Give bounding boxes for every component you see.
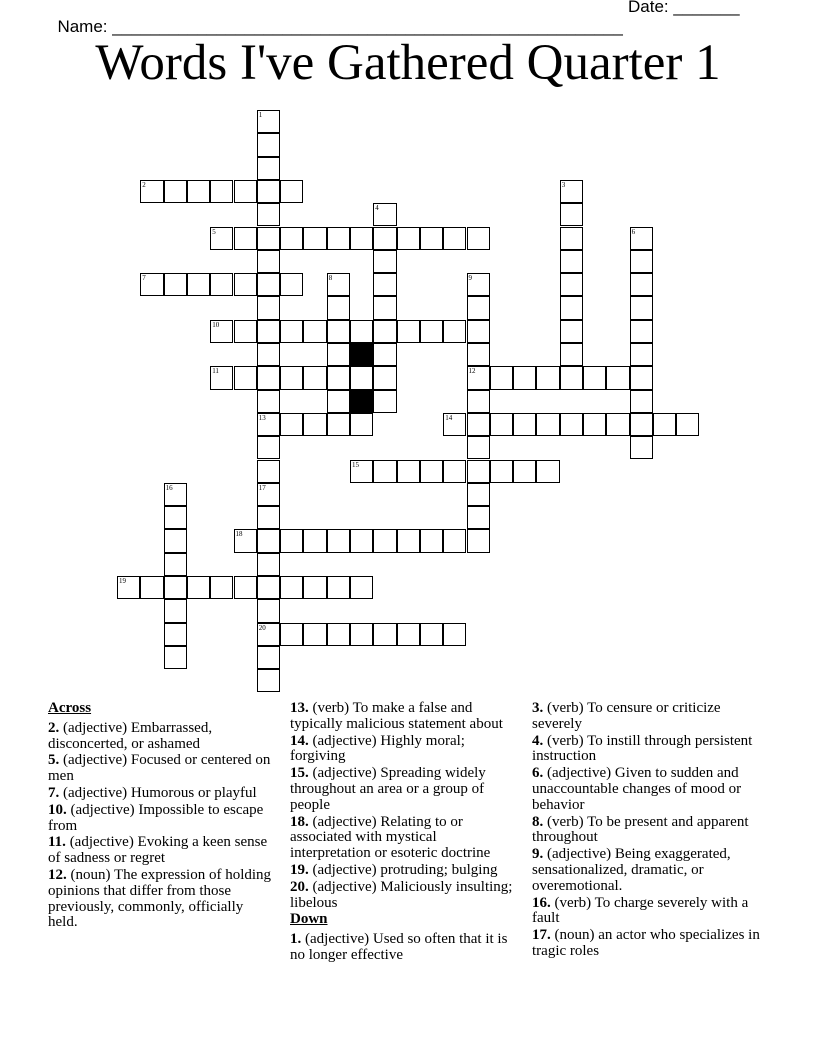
grid-cell[interactable] (560, 320, 583, 343)
clue-number: 1. (290, 931, 302, 948)
across-clue (290, 701, 518, 733)
grid-cell[interactable] (467, 413, 490, 436)
grid-cell[interactable] (467, 506, 490, 529)
grid-cell[interactable] (257, 460, 280, 483)
cell-number: 4 (375, 204, 379, 213)
grid-cell[interactable] (257, 390, 280, 413)
grid-cell[interactable] (606, 413, 629, 436)
grid-cell[interactable] (117, 576, 140, 599)
grid-cell[interactable] (467, 320, 490, 343)
grid-cell[interactable] (350, 529, 373, 552)
across-clue (290, 880, 518, 912)
grid-cell[interactable] (257, 529, 280, 552)
grid-cell[interactable] (536, 413, 559, 436)
across-clue (290, 863, 518, 879)
grid-cell[interactable] (420, 227, 443, 250)
grid-cell[interactable] (560, 273, 583, 296)
clues-column-3 (532, 701, 760, 961)
clue-number: 16. (532, 894, 551, 911)
grid-cell[interactable] (164, 506, 187, 529)
grid-cell[interactable] (327, 320, 350, 343)
grid-cell[interactable] (420, 623, 443, 646)
grid-cell[interactable] (257, 157, 280, 180)
grid-cell[interactable] (257, 646, 280, 669)
cell-number: 1 (258, 111, 263, 119)
grid-cell[interactable] (257, 320, 280, 343)
grid-cell[interactable] (350, 460, 373, 483)
grid-cell[interactable] (513, 460, 536, 483)
grid-cell[interactable] (467, 436, 490, 459)
grid-cell[interactable] (373, 273, 396, 296)
grid-cell[interactable] (234, 273, 257, 296)
clue-number: 17. (532, 927, 551, 944)
grid-cell[interactable] (513, 366, 536, 389)
grid-cell[interactable] (234, 180, 257, 203)
grid-cell[interactable] (327, 273, 350, 296)
clue-text: (noun) an actor who specializes in tragic roles (532, 927, 760, 959)
grid-cell[interactable] (303, 623, 326, 646)
grid-cell[interactable] (630, 436, 653, 459)
grid-cell[interactable] (443, 529, 466, 552)
down-clue (532, 815, 760, 847)
clue-number: 11. (48, 834, 66, 851)
grid-cell[interactable] (630, 250, 653, 273)
grid-cell[interactable] (257, 506, 280, 529)
grid-cell[interactable] (467, 390, 490, 413)
cell-number: 2 (142, 180, 146, 189)
grid-cell[interactable] (350, 227, 373, 250)
across-clue (48, 753, 276, 785)
grid-cell[interactable] (280, 320, 303, 343)
clue-number: 8. (532, 813, 544, 830)
grid-cell[interactable] (257, 623, 280, 646)
grid-block-cell (350, 390, 373, 413)
grid-cell[interactable] (397, 227, 420, 250)
clue-number: 15. (290, 765, 309, 782)
clue-text: (verb) To make a false and typically malicious statement about (290, 700, 503, 732)
grid-cell[interactable] (373, 390, 396, 413)
clue-text: (verb) To charge severely with a fault (532, 894, 749, 927)
clue-number: 19. (290, 861, 309, 878)
down-clue (532, 847, 760, 894)
grid-cell[interactable] (327, 576, 350, 599)
grid-cell[interactable] (373, 343, 396, 366)
grid-cell[interactable] (280, 227, 303, 250)
grid-cell[interactable] (560, 203, 583, 226)
across-clue (290, 815, 518, 862)
clue-text: (adjective) Maliciously insulting; libelous (290, 878, 513, 911)
grid-cell[interactable] (210, 227, 233, 250)
across-clue (48, 803, 276, 835)
grid-cell[interactable] (164, 553, 187, 576)
grid-cell[interactable] (164, 623, 187, 646)
clue-number: 7. (48, 784, 60, 801)
grid-cell[interactable] (303, 413, 326, 436)
cell-number: 14 (445, 413, 453, 422)
cell-number: 3 (561, 180, 566, 189)
grid-cell[interactable] (164, 576, 187, 599)
grid-cell[interactable] (257, 366, 280, 389)
grid-cell[interactable] (257, 669, 280, 692)
grid-cell[interactable] (210, 576, 233, 599)
grid-cell[interactable] (303, 320, 326, 343)
across-clue (48, 868, 276, 931)
clue-number: 14. (290, 732, 309, 749)
grid-cell[interactable] (420, 529, 443, 552)
across-clue (290, 734, 518, 766)
down-clue (532, 734, 760, 766)
grid-cell[interactable] (630, 390, 653, 413)
clue-text: (adjective) Evoking a keen sense of sadness or regret (48, 834, 268, 867)
down-heading: Down (290, 911, 328, 928)
across-clue (48, 835, 276, 867)
grid-cell[interactable] (164, 646, 187, 669)
grid-cell[interactable] (676, 413, 699, 436)
grid-cell[interactable] (257, 133, 280, 156)
grid-cell[interactable] (373, 623, 396, 646)
grid-cell[interactable] (234, 529, 257, 552)
grid-cell[interactable] (140, 180, 163, 203)
grid-cell[interactable] (630, 343, 653, 366)
grid-cell[interactable] (513, 413, 536, 436)
grid-cell[interactable] (280, 413, 303, 436)
grid-cell[interactable] (140, 576, 163, 599)
grid-cell[interactable] (443, 623, 466, 646)
across-clue (48, 721, 276, 753)
grid-cell[interactable] (327, 390, 350, 413)
grid-cell[interactable] (373, 366, 396, 389)
grid-cell[interactable] (280, 623, 303, 646)
grid-cell[interactable] (560, 366, 583, 389)
grid-cell[interactable] (187, 273, 210, 296)
cell-number: 19 (119, 577, 126, 585)
grid-cell[interactable] (490, 366, 513, 389)
grid-cell[interactable] (327, 529, 350, 552)
down-clue (532, 766, 760, 813)
grid-cell[interactable] (280, 180, 303, 203)
grid-cell[interactable] (164, 273, 187, 296)
clue-text: (adjective) Humorous or playful (59, 784, 257, 801)
grid-cell[interactable] (606, 366, 629, 389)
grid-cell[interactable] (467, 529, 490, 552)
cell-number: 9 (468, 274, 472, 283)
grid-cell[interactable] (210, 273, 233, 296)
grid-cell[interactable] (630, 413, 653, 436)
grid-cell[interactable] (583, 413, 606, 436)
clue-number: 6. (532, 765, 544, 782)
grid-cell[interactable] (234, 576, 257, 599)
grid-cell[interactable] (350, 320, 373, 343)
grid-cell[interactable] (187, 180, 210, 203)
clue-number: 3. (532, 700, 544, 716)
grid-cell[interactable] (373, 320, 396, 343)
grid-cell[interactable] (257, 576, 280, 599)
grid-cell[interactable] (467, 460, 490, 483)
grid-cell[interactable] (630, 320, 653, 343)
grid-cell[interactable] (467, 343, 490, 366)
grid-cell[interactable] (397, 623, 420, 646)
grid-cell[interactable] (630, 296, 653, 319)
grid-cell[interactable] (560, 296, 583, 319)
grid-cell[interactable] (327, 227, 350, 250)
grid-cell[interactable] (583, 366, 606, 389)
grid-cell[interactable] (653, 413, 676, 436)
grid-cell[interactable] (257, 203, 280, 226)
grid-cell[interactable] (560, 343, 583, 366)
clue-text: (adjective) Impossible to escape from (48, 801, 264, 834)
clues-column-1 (48, 701, 276, 932)
grid-cell[interactable] (280, 576, 303, 599)
grid-cell[interactable] (257, 273, 280, 296)
grid-cell[interactable] (257, 483, 280, 506)
grid-cell[interactable] (327, 343, 350, 366)
grid-cell[interactable] (303, 366, 326, 389)
clue-text: (adjective) Used so often that it is no longer effective (290, 931, 508, 963)
grid-cell[interactable] (327, 623, 350, 646)
grid-cell[interactable] (443, 227, 466, 250)
cell-number: 5 (212, 227, 216, 236)
clue-text: (adjective) Focused or centered on men (48, 752, 271, 785)
clue-text: (noun) The expression of holding opinions that differ from those previously, commonly, officially held. (48, 866, 272, 931)
across-heading: Across (48, 700, 92, 716)
clue-text: (verb) To censure or criticize severely (532, 700, 721, 732)
grid-cell[interactable] (257, 227, 280, 250)
grid-cell[interactable] (467, 483, 490, 506)
grid-cell[interactable] (140, 273, 163, 296)
grid-cell[interactable] (257, 250, 280, 273)
grid-cell[interactable] (443, 460, 466, 483)
grid-cell[interactable] (257, 599, 280, 622)
grid-cell[interactable] (164, 599, 187, 622)
cell-number: 13 (258, 413, 266, 422)
grid-cell[interactable] (630, 227, 653, 250)
grid-cell[interactable] (350, 413, 373, 436)
across-clue (48, 786, 276, 802)
grid-cell[interactable] (397, 320, 420, 343)
grid-cell[interactable] (373, 460, 396, 483)
grid-cell[interactable] (327, 366, 350, 389)
grid-cell[interactable] (210, 320, 233, 343)
grid-cell[interactable] (467, 296, 490, 319)
grid-cell[interactable] (560, 227, 583, 250)
clue-number: 5. (48, 752, 60, 769)
grid-cell[interactable] (467, 273, 490, 296)
grid-cell[interactable] (164, 483, 187, 506)
cell-number: 17 (258, 483, 266, 492)
clue-text: (verb) To be present and apparent throughout (532, 813, 749, 846)
clue-number: 4. (532, 732, 544, 749)
grid-cell[interactable] (234, 366, 257, 389)
grid-cell[interactable] (420, 460, 443, 483)
cell-number: 15 (352, 460, 359, 469)
grid-cell[interactable] (536, 460, 559, 483)
grid-cell[interactable] (630, 366, 653, 389)
grid-cell[interactable] (373, 227, 396, 250)
grid-cell[interactable] (560, 413, 583, 436)
grid-cell[interactable] (630, 273, 653, 296)
grid-cell[interactable] (303, 576, 326, 599)
grid-cell[interactable] (257, 553, 280, 576)
clue-number: 18. (290, 813, 309, 830)
cell-number: 10 (212, 320, 220, 329)
clues-column-2 (290, 701, 518, 965)
cell-number: 12 (468, 367, 476, 376)
grid-cell[interactable] (467, 227, 490, 250)
grid-cell[interactable] (443, 320, 466, 343)
grid-cell[interactable] (257, 436, 280, 459)
grid-cell[interactable] (560, 250, 583, 273)
grid-cell[interactable] (234, 320, 257, 343)
cell-number: 6 (631, 227, 636, 236)
grid-cell[interactable] (210, 180, 233, 203)
down-clue (532, 896, 760, 928)
grid-cell[interactable] (280, 366, 303, 389)
grid-cell[interactable] (490, 413, 513, 436)
clue-number: 20. (290, 878, 309, 895)
grid-cell[interactable] (397, 529, 420, 552)
grid-cell[interactable] (164, 180, 187, 203)
clue-text: (adjective) Embarrassed, disconcerted, or ashamed (48, 719, 213, 752)
grid-block-cell (350, 343, 373, 366)
cell-number: 18 (235, 530, 243, 539)
down-clue (532, 928, 760, 960)
grid-cell[interactable] (373, 203, 396, 226)
grid-cell[interactable] (257, 180, 280, 203)
grid-cell[interactable] (373, 529, 396, 552)
grid-cell[interactable] (467, 366, 490, 389)
grid-cell[interactable] (350, 623, 373, 646)
grid-cell[interactable] (373, 250, 396, 273)
grid-cell[interactable] (210, 366, 233, 389)
grid-cell[interactable] (303, 227, 326, 250)
cell-number: 7 (142, 274, 146, 283)
grid-cell[interactable] (560, 180, 583, 203)
grid-cell[interactable] (350, 366, 373, 389)
cell-number: 8 (328, 274, 333, 283)
clue-number: 10. (48, 801, 67, 818)
down-clue (290, 932, 518, 964)
name-field[interactable]: Name: ______________________________________________________ (57, 17, 623, 36)
page-title: Words I've Gathered Quarter 1 (95, 35, 721, 91)
grid-cell[interactable] (490, 460, 513, 483)
clue-text: (adjective) Given to sudden and unaccountable changes of mood or behavior (532, 765, 742, 813)
clue-text: (adjective) protruding; bulging (308, 861, 498, 878)
grid-cell[interactable] (257, 413, 280, 436)
grid-cell[interactable] (420, 320, 443, 343)
down-clue (532, 701, 760, 733)
clue-number: 13. (290, 700, 309, 716)
clue-text: (adjective) Spreading widely throughout an area or a group of people (290, 765, 486, 813)
cell-number: 20 (258, 623, 266, 632)
grid-cell[interactable] (257, 296, 280, 319)
grid-cell[interactable] (303, 529, 326, 552)
grid-cell[interactable] (257, 343, 280, 366)
grid-cell[interactable] (327, 296, 350, 319)
grid-cell[interactable] (373, 296, 396, 319)
clue-number: 12. (48, 866, 67, 883)
across-clue (290, 766, 518, 813)
grid-cell[interactable] (280, 273, 303, 296)
clue-number: 9. (532, 846, 544, 863)
clue-text: (adjective) Highly moral; forgiving (290, 732, 465, 765)
grid-cell[interactable] (234, 227, 257, 250)
grid-cell[interactable] (443, 413, 466, 436)
clue-text: (adjective) Being exaggerated, sensationalized, dramatic, or overemotional. (532, 846, 731, 894)
grid-cell[interactable] (164, 529, 187, 552)
grid-cell[interactable] (350, 576, 373, 599)
date-field[interactable]: Date: _______ (628, 0, 740, 16)
clue-text: (verb) To instill through persistent instruction (532, 732, 753, 765)
grid-cell[interactable] (536, 366, 559, 389)
grid-cell[interactable] (187, 576, 210, 599)
grid-cell[interactable] (397, 460, 420, 483)
cell-number: 11 (212, 367, 219, 376)
cell-number: 16 (165, 483, 173, 492)
clue-number: 2. (48, 719, 60, 736)
grid-cell[interactable] (280, 529, 303, 552)
grid-cell[interactable] (327, 413, 350, 436)
clue-text: (adjective) Relating to or associated with mystical interpretation or esoteric doctrine (290, 813, 491, 862)
grid-cell[interactable] (257, 110, 280, 133)
